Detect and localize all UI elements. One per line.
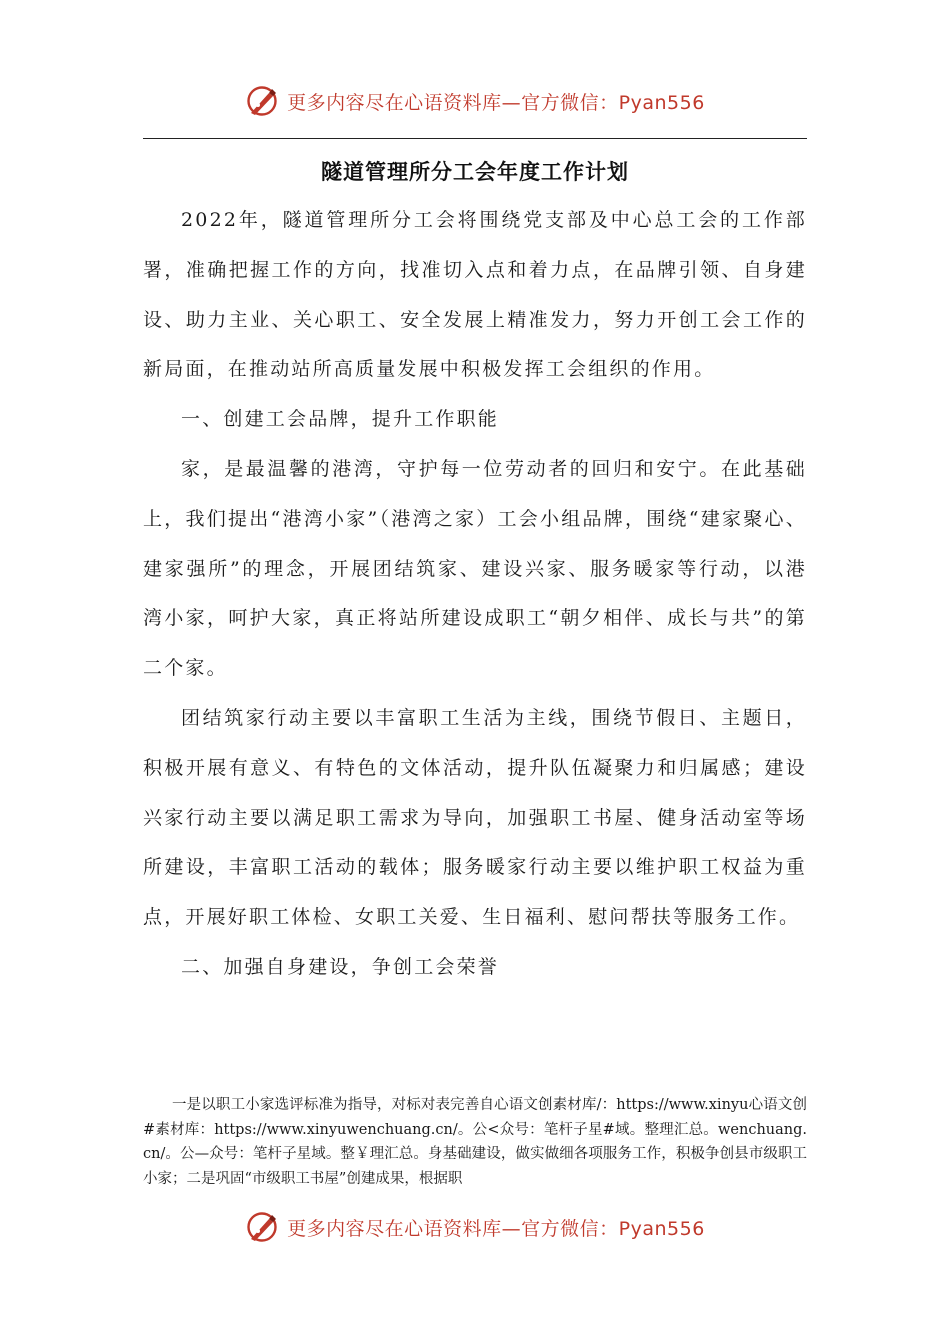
document-body xyxy=(143,196,807,993)
watermark-text: 更多内容尽在心语资料库—官方微信：Pyan556 xyxy=(287,91,705,114)
body-paragraph: 团结筑家行动主要以丰富职工生活为主线，围绕节假日、主题日，积极开展有意义、有特色的文体活动，提升队伍凝聚力和归属感；建设兴家行动主要以满足职工需求为导向，加强职工书屋、健身活动室等场所建设，丰富职工活动的载体；服务暖家行动主要以维护职工权益为重点，开展好职工体检、女职工关爱、生日福利、慰问帮扶等服务工作。 xyxy=(143,706,807,929)
watermark-text: 更多内容尽在心语资料库—官方微信：Pyan556 xyxy=(287,1217,705,1240)
intro-paragraph: 2022年，隧道管理所分工会将围绕党支部及中心总工会的工作部署，准确把握工作的方向，找准切入点和着力点，在品牌引领、自身建设、助力主业、关心职工、安全发展上精准发力，努力开创工会工作的新局面，在推动站所高质量发展中积极发挥工会组织的作用。 xyxy=(143,209,807,381)
section-heading-2: 二、加强自身建设，争创工会荣誉 xyxy=(181,955,500,978)
section-heading-1: 一、创建工会品牌，提升工作职能 xyxy=(181,408,500,431)
header-divider xyxy=(143,138,807,139)
watermark-header xyxy=(0,84,950,118)
pen-logo-icon xyxy=(245,1210,279,1244)
document-title: 隧道管理所分工会年度工作计划 xyxy=(321,160,629,184)
body-paragraph: 家，是最温馨的港湾，守护每一位劳动者的回归和安宁。在此基础上，我们提出“港湾小家”（港湾之家）工会小组品牌，围绕“建家聚心、建家强所”的理念，开展团结筑家、建设兴家、服务暖家等行动，以港湾小家，呵护大家，真正将站所建设成职工“朝夕相伴、成长与共”的第二个家。 xyxy=(143,457,807,680)
watermark-footer xyxy=(0,1210,950,1244)
small-print-paragraph: 一是以职工小家选评标准为指导，对标对表完善自心语文创素材库/：https://www.xinyu心语文创#素材库：https://www.xinyuwenchuang.cn/。公<众号：笔杆子星#域。整理汇总。wenchuang.cn/。公—众号：笔杆子星域。整￥理汇总。身基础建设，做实做细各项服务工作，积极争创县市级职工小家；二是巩固“市级职工书屋”创建成果，根据职 xyxy=(143,1097,807,1187)
pen-logo-icon xyxy=(245,84,279,118)
